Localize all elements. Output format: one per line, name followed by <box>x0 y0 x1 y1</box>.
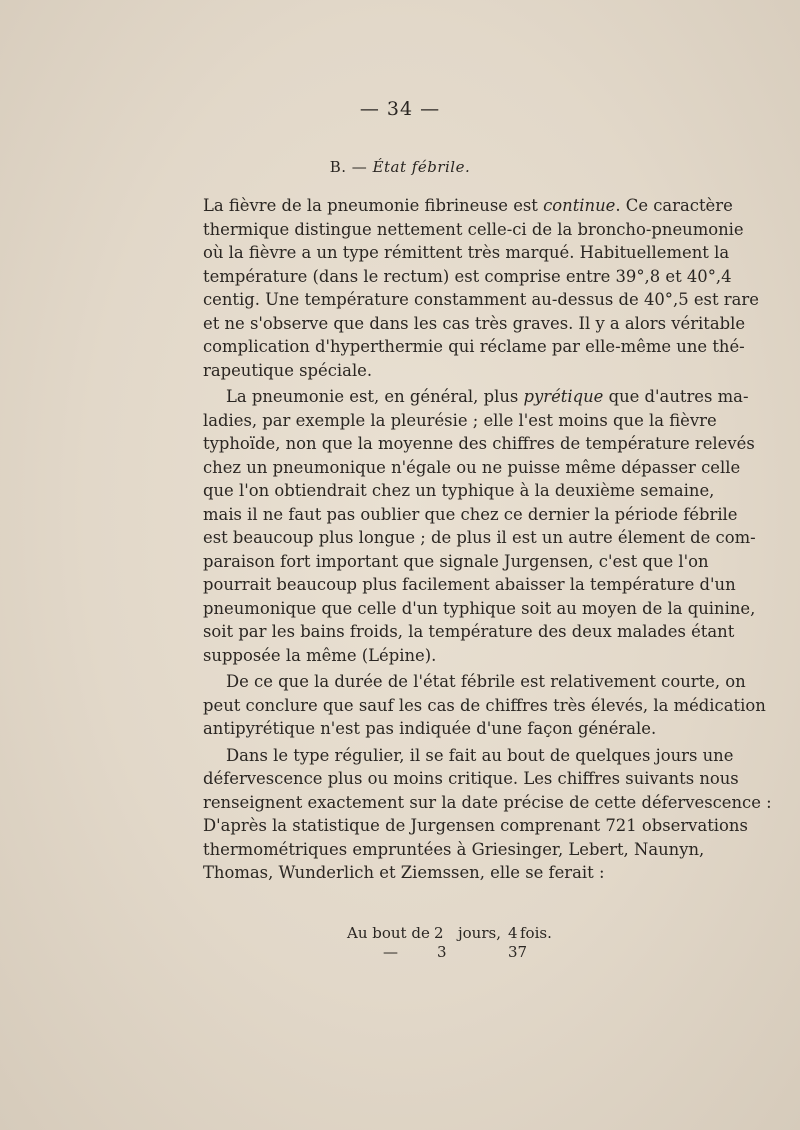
text-line: pourrait beaucoup plus facilement abaisser la température d'un <box>203 575 736 594</box>
table-cell: — <box>383 943 398 961</box>
emphasis: pyrétique <box>523 387 604 406</box>
text-line: De ce que la durée de l'état fébrile est relativement courte, on <box>226 672 746 691</box>
text-line: peut conclure que sauf les cas de chiffres très élevés, la médication <box>203 695 766 715</box>
section-prefix: B. — <box>329 158 368 176</box>
text-line: La fièvre de la pneumonie fibrineuse est continue. Ce caractère <box>203 196 733 215</box>
text-line: D'après la statistique de Jurgensen comprenant 721 observations <box>203 816 748 835</box>
text-line: et ne s'observe que dans les cas très graves. Il y a alors véritable <box>203 313 746 333</box>
paragraph <box>203 670 766 741</box>
body-text <box>203 194 772 885</box>
text-line: complication d'hyperthermie qui réclame par elle-même une thé- <box>203 337 745 356</box>
table-cell: 37 <box>508 943 528 961</box>
text-line: mais il ne faut pas oublier que chez ce dernier la période fébrile <box>203 504 738 524</box>
text-line: supposée la même (Lépine). <box>203 645 437 665</box>
table-cell: jours, <box>458 924 501 942</box>
defervescence-table <box>347 924 607 962</box>
table-row <box>347 924 607 943</box>
text-line: typhoïde, non que la moyenne des chiffres de température relevés <box>203 434 755 453</box>
text-line: thermométriques empruntées à Griesinger, Lebert, Naunyn, <box>203 839 705 859</box>
page-number: — 34 — <box>359 98 441 120</box>
table-cell: 2 <box>434 924 444 942</box>
text-line: rapeutique spéciale. <box>203 360 373 380</box>
table-cell: Au bout de <box>347 924 430 942</box>
section-heading <box>0 158 800 176</box>
text-line: est beaucoup plus longue ; de plus il est un autre élement de com- <box>203 528 756 547</box>
text-line: antipyrétique n'est pas indiquée d'une façon générale. <box>203 719 657 738</box>
paragraph <box>203 385 756 667</box>
text-line: thermique distingue nettement celle-ci de la broncho-pneumonie <box>203 219 744 239</box>
text-line: renseignent exactement sur la date précise de cette défervescence : <box>203 792 772 812</box>
paragraph <box>203 194 759 382</box>
text-line: La pneumonie est, en général, plus pyrétique que d'autres ma- <box>226 387 749 406</box>
text-line: où la fièvre a un type rémittent très marqué. Habituellement la <box>203 243 730 262</box>
text-line: soit par les bains froids, la température des deux malades étant <box>203 622 735 641</box>
text-line: Dans le type régulier, il se fait au bout de quelques jours une <box>226 745 734 765</box>
paragraph <box>203 744 772 885</box>
text-line: température (dans le rectum) est comprise entre 39°,8 et 40°,4 <box>203 266 732 286</box>
text-line: chez un pneumonique n'égale ou ne puisse même dépasser celle <box>203 457 741 477</box>
table-row <box>347 943 607 962</box>
text-line: pneumonique que celle d'un typhique soit au moyen de la quinine, <box>203 598 756 618</box>
text-line: Thomas, Wunderlich et Ziemssen, elle se ferait : <box>203 863 605 882</box>
text-line: ladies, par exemple la pleurésie ; elle l'est moins que la fièvre <box>203 410 717 430</box>
text-line: que l'on obtiendrait chez un typhique à la deuxième semaine, <box>203 481 715 500</box>
table-cell: fois. <box>520 924 552 942</box>
table-cell: 3 <box>437 943 447 961</box>
text-line: défervescence plus ou moins critique. Les chiffres suivants nous <box>203 769 739 788</box>
section-title: État fébrile. <box>372 158 471 176</box>
table-cell: 4 <box>508 924 518 942</box>
text-line: centig. Une température constamment au-dessus de 40°,5 est rare <box>203 290 759 309</box>
text-line: paraison fort important que signale Jurgensen, c'est que l'on <box>203 551 709 571</box>
emphasis: continue <box>543 196 616 215</box>
